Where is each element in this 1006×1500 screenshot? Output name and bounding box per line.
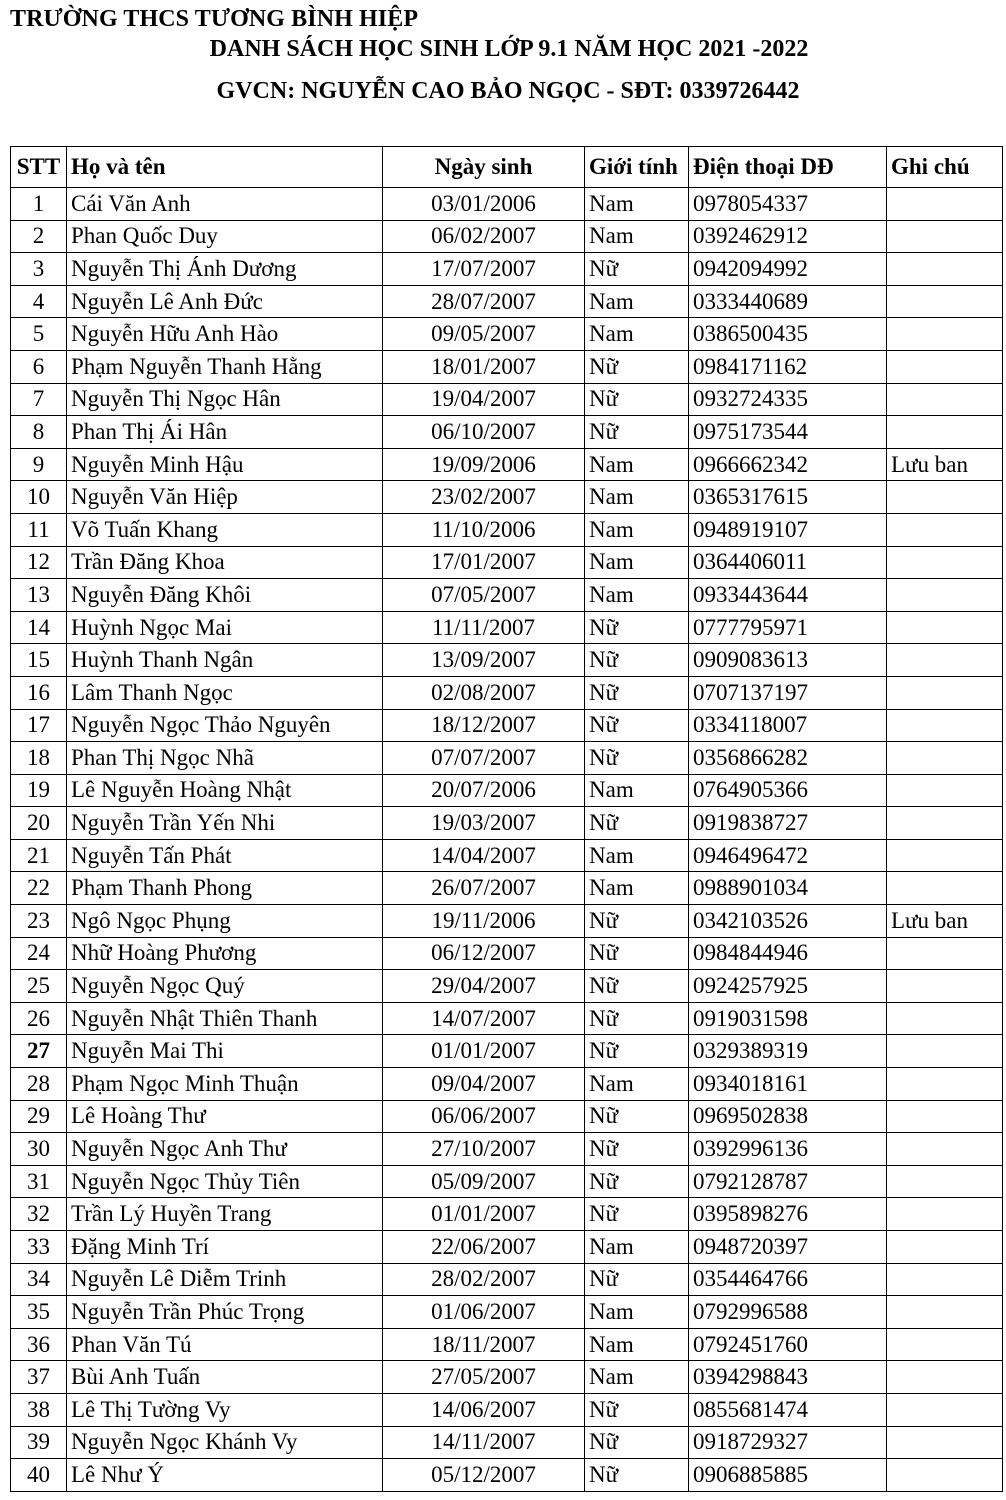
cell-phone: 0918729327: [689, 1426, 887, 1459]
cell-gender: Nữ: [585, 350, 689, 383]
cell-note: [887, 1002, 1003, 1035]
cell-dob: 06/10/2007: [383, 416, 585, 449]
cell-stt: 1: [11, 188, 67, 221]
table-row: [11, 1263, 1003, 1296]
cell-note: [887, 872, 1003, 905]
cell-dob: 06/06/2007: [383, 1100, 585, 1133]
cell-name: Nguyễn Hữu Anh Hào: [67, 318, 383, 351]
cell-phone: 0978054337: [689, 188, 887, 221]
cell-phone: 0392996136: [689, 1133, 887, 1166]
cell-dob: 19/04/2007: [383, 383, 585, 416]
cell-note: [887, 318, 1003, 351]
cell-name: Phan Văn Tú: [67, 1328, 383, 1361]
cell-note: [887, 807, 1003, 840]
cell-note: [887, 1100, 1003, 1133]
cell-gender: Nam: [585, 546, 689, 579]
table-row: [11, 1361, 1003, 1394]
cell-stt: 16: [11, 676, 67, 709]
cell-stt: 2: [11, 220, 67, 253]
cell-gender: Nữ: [585, 611, 689, 644]
cell-name: Nguyễn Trần Yến Nhi: [67, 807, 383, 840]
cell-note: [887, 1426, 1003, 1459]
cell-name: Cái Văn Anh: [67, 188, 383, 221]
cell-phone: 0354464766: [689, 1263, 887, 1296]
table-row: [11, 448, 1003, 481]
cell-name: Phan Thị Ái Hân: [67, 416, 383, 449]
table-row: [11, 1100, 1003, 1133]
table-row: [11, 1393, 1003, 1426]
cell-gender: Nữ: [585, 1133, 689, 1166]
cell-gender: Nữ: [585, 1198, 689, 1231]
cell-stt: 17: [11, 709, 67, 742]
cell-stt: 6: [11, 350, 67, 383]
table-row: [11, 709, 1003, 742]
cell-dob: 18/01/2007: [383, 350, 585, 383]
cell-stt: 26: [11, 1002, 67, 1035]
cell-note: [887, 416, 1003, 449]
cell-note: [887, 1328, 1003, 1361]
table-row: [11, 481, 1003, 514]
cell-stt: 29: [11, 1100, 67, 1133]
cell-phone: 0984171162: [689, 350, 887, 383]
cell-name: Lê Hoàng Thư: [67, 1100, 383, 1133]
cell-note: [887, 1393, 1003, 1426]
cell-name: Phạm Thanh Phong: [67, 872, 383, 905]
cell-dob: 05/09/2007: [383, 1165, 585, 1198]
cell-name: Nguyễn Trần Phúc Trọng: [67, 1296, 383, 1329]
cell-dob: 03/01/2006: [383, 188, 585, 221]
cell-dob: 02/08/2007: [383, 676, 585, 709]
cell-note: [887, 1459, 1003, 1492]
cell-stt: 14: [11, 611, 67, 644]
cell-gender: Nữ: [585, 1002, 689, 1035]
cell-dob: 29/04/2007: [383, 970, 585, 1003]
cell-phone: 0395898276: [689, 1198, 887, 1231]
cell-gender: Nữ: [585, 742, 689, 775]
cell-gender: Nữ: [585, 253, 689, 286]
cell-stt: 27: [11, 1035, 67, 1068]
cell-stt: 39: [11, 1426, 67, 1459]
cell-stt: 20: [11, 807, 67, 840]
cell-name: Phạm Nguyễn Thanh Hằng: [67, 350, 383, 383]
cell-name: Phạm Ngọc Minh Thuận: [67, 1068, 383, 1101]
cell-dob: 20/07/2006: [383, 774, 585, 807]
cell-gender: Nam: [585, 318, 689, 351]
cell-phone: 0934018161: [689, 1068, 887, 1101]
cell-name: Nguyễn Đăng Khôi: [67, 579, 383, 612]
cell-stt: 25: [11, 970, 67, 1003]
cell-dob: 28/07/2007: [383, 285, 585, 318]
document-title: DANH SÁCH HỌC SINH LỚP 9.1 NĂM HỌC 2021 -2022: [209, 36, 809, 62]
cell-stt: 36: [11, 1328, 67, 1361]
cell-phone: 0933443644: [689, 579, 887, 612]
cell-note: [887, 644, 1003, 677]
table-row: [11, 350, 1003, 383]
table-row: [11, 807, 1003, 840]
cell-dob: 14/04/2007: [383, 839, 585, 872]
cell-stt: 33: [11, 1231, 67, 1264]
cell-dob: 28/02/2007: [383, 1263, 585, 1296]
table-row: [11, 644, 1003, 677]
cell-stt: 34: [11, 1263, 67, 1296]
cell-stt: 22: [11, 872, 67, 905]
cell-dob: 14/06/2007: [383, 1393, 585, 1426]
cell-note: [887, 350, 1003, 383]
cell-dob: 01/01/2007: [383, 1198, 585, 1231]
cell-dob: 11/10/2006: [383, 513, 585, 546]
cell-stt: 38: [11, 1393, 67, 1426]
cell-gender: Nữ: [585, 1459, 689, 1492]
cell-phone: 0969502838: [689, 1100, 887, 1133]
cell-name: Phan Thị Ngọc Nhã: [67, 742, 383, 775]
cell-phone: 0333440689: [689, 285, 887, 318]
table-row: [11, 937, 1003, 970]
cell-gender: Nam: [585, 448, 689, 481]
cell-note: [887, 1198, 1003, 1231]
cell-stt: 31: [11, 1165, 67, 1198]
cell-phone: 0909083613: [689, 644, 887, 677]
cell-name: Nguyễn Lê Anh Đức: [67, 285, 383, 318]
cell-name: Nguyễn Ngọc Anh Thư: [67, 1133, 383, 1166]
cell-phone: 0855681474: [689, 1393, 887, 1426]
table-row: [11, 676, 1003, 709]
table-body: [11, 188, 1003, 1492]
cell-phone: 0988901034: [689, 872, 887, 905]
cell-note: [887, 579, 1003, 612]
table-row: [11, 1296, 1003, 1329]
cell-note: [887, 1133, 1003, 1166]
cell-note: [887, 676, 1003, 709]
cell-stt: 5: [11, 318, 67, 351]
table-row: [11, 579, 1003, 612]
cell-stt: 15: [11, 644, 67, 677]
cell-dob: 09/04/2007: [383, 1068, 585, 1101]
cell-name: Bùi Anh Tuấn: [67, 1361, 383, 1394]
cell-gender: Nam: [585, 1068, 689, 1101]
cell-dob: 18/11/2007: [383, 1328, 585, 1361]
cell-note: [887, 1296, 1003, 1329]
cell-gender: Nam: [585, 579, 689, 612]
cell-phone: 0966662342: [689, 448, 887, 481]
table-row: [11, 513, 1003, 546]
cell-dob: 06/02/2007: [383, 220, 585, 253]
cell-stt: 23: [11, 905, 67, 938]
cell-gender: Nam: [585, 481, 689, 514]
cell-stt: 24: [11, 937, 67, 970]
cell-phone: 0764905366: [689, 774, 887, 807]
cell-note: [887, 546, 1003, 579]
cell-name: Lê Như Ý: [67, 1459, 383, 1492]
cell-name: Ngô Ngọc Phụng: [67, 905, 383, 938]
cell-dob: 23/02/2007: [383, 481, 585, 514]
cell-dob: 27/05/2007: [383, 1361, 585, 1394]
cell-stt: 8: [11, 416, 67, 449]
cell-note: [887, 481, 1003, 514]
cell-name: Nguyễn Ngọc Khánh Vy: [67, 1426, 383, 1459]
cell-name: Nguyễn Lê Diễm Trinh: [67, 1263, 383, 1296]
cell-stt: 9: [11, 448, 67, 481]
cell-gender: Nữ: [585, 1263, 689, 1296]
cell-stt: 30: [11, 1133, 67, 1166]
cell-phone: 0792451760: [689, 1328, 887, 1361]
cell-dob: 14/07/2007: [383, 1002, 585, 1035]
cell-note: [887, 220, 1003, 253]
table-row: [11, 872, 1003, 905]
student-list-table: [10, 146, 1003, 1492]
cell-dob: 09/05/2007: [383, 318, 585, 351]
column-header-name: Họ và tên: [67, 147, 383, 188]
cell-stt: 3: [11, 253, 67, 286]
cell-dob: 13/09/2007: [383, 644, 585, 677]
cell-phone: 0394298843: [689, 1361, 887, 1394]
column-header-note: Ghi chú: [887, 147, 1003, 188]
cell-dob: 17/07/2007: [383, 253, 585, 286]
cell-note: [887, 1231, 1003, 1264]
column-header-phone: Điện thoại DĐ: [689, 147, 887, 188]
cell-dob: 19/03/2007: [383, 807, 585, 840]
cell-name: Nhữ Hoàng Phương: [67, 937, 383, 970]
table-row: [11, 970, 1003, 1003]
cell-dob: 19/09/2006: [383, 448, 585, 481]
cell-stt: 7: [11, 383, 67, 416]
cell-gender: Nam: [585, 285, 689, 318]
cell-dob: 19/11/2006: [383, 905, 585, 938]
table-row: [11, 546, 1003, 579]
cell-gender: Nữ: [585, 937, 689, 970]
cell-name: Nguyễn Văn Hiệp: [67, 481, 383, 514]
cell-dob: 05/12/2007: [383, 1459, 585, 1492]
cell-stt: 13: [11, 579, 67, 612]
table-row: [11, 1035, 1003, 1068]
cell-stt: 35: [11, 1296, 67, 1329]
cell-dob: 14/11/2007: [383, 1426, 585, 1459]
cell-gender: Nam: [585, 188, 689, 221]
cell-note: [887, 742, 1003, 775]
cell-name: Nguyễn Tấn Phát: [67, 839, 383, 872]
table-row: [11, 1231, 1003, 1264]
cell-phone: 0946496472: [689, 839, 887, 872]
cell-phone: 0356866282: [689, 742, 887, 775]
cell-gender: Nữ: [585, 383, 689, 416]
cell-gender: Nữ: [585, 807, 689, 840]
cell-gender: Nữ: [585, 905, 689, 938]
cell-stt: 18: [11, 742, 67, 775]
column-header-stt: STT: [11, 147, 67, 188]
cell-dob: 11/11/2007: [383, 611, 585, 644]
cell-phone: 0392462912: [689, 220, 887, 253]
cell-dob: 07/05/2007: [383, 579, 585, 612]
table-row: [11, 416, 1003, 449]
cell-note: [887, 513, 1003, 546]
cell-gender: Nữ: [585, 416, 689, 449]
cell-phone: 0942094992: [689, 253, 887, 286]
table-row: [11, 905, 1003, 938]
cell-stt: 21: [11, 839, 67, 872]
cell-phone: 0364406011: [689, 546, 887, 579]
cell-phone: 0777795971: [689, 611, 887, 644]
cell-phone: 0948919107: [689, 513, 887, 546]
table-row: [11, 1165, 1003, 1198]
homeroom-teacher-line: GVCN: NGUYỄN CAO BẢO NGỌC - SĐT: 0339726442: [216, 78, 800, 104]
table-row: [11, 1002, 1003, 1035]
cell-name: Huỳnh Ngọc Mai: [67, 611, 383, 644]
cell-note: [887, 1361, 1003, 1394]
cell-name: Nguyễn Mai Thi: [67, 1035, 383, 1068]
column-header-gender: Giới tính: [585, 147, 689, 188]
table-row: [11, 318, 1003, 351]
cell-name: Lâm Thanh Ngọc: [67, 676, 383, 709]
table-row: [11, 774, 1003, 807]
cell-dob: 27/10/2007: [383, 1133, 585, 1166]
cell-note: Lưu ban: [887, 448, 1003, 481]
cell-stt: 12: [11, 546, 67, 579]
cell-gender: Nam: [585, 1361, 689, 1394]
cell-stt: 32: [11, 1198, 67, 1231]
cell-stt: 28: [11, 1068, 67, 1101]
cell-name: Võ Tuấn Khang: [67, 513, 383, 546]
cell-note: [887, 1165, 1003, 1198]
cell-note: [887, 1035, 1003, 1068]
table-row: [11, 1198, 1003, 1231]
cell-note: [887, 839, 1003, 872]
cell-gender: Nam: [585, 872, 689, 905]
cell-phone: 0329389319: [689, 1035, 887, 1068]
cell-name: Trần Đăng Khoa: [67, 546, 383, 579]
cell-name: Lê Thị Tường Vy: [67, 1393, 383, 1426]
cell-phone: 0707137197: [689, 676, 887, 709]
table-header-row: [11, 147, 1003, 188]
table-row: [11, 1068, 1003, 1101]
cell-dob: 01/01/2007: [383, 1035, 585, 1068]
cell-name: Trần Lý Huyền Trang: [67, 1198, 383, 1231]
cell-note: [887, 383, 1003, 416]
cell-phone: 0792128787: [689, 1165, 887, 1198]
cell-name: Huỳnh Thanh Ngân: [67, 644, 383, 677]
cell-name: Nguyễn Ngọc Thảo Nguyên: [67, 709, 383, 742]
cell-gender: Nam: [585, 1328, 689, 1361]
cell-note: [887, 1068, 1003, 1101]
cell-name: Lê Nguyễn Hoàng Nhật: [67, 774, 383, 807]
cell-gender: Nam: [585, 839, 689, 872]
cell-gender: Nam: [585, 220, 689, 253]
table-row: [11, 383, 1003, 416]
table-row: [11, 1133, 1003, 1166]
cell-name: Nguyễn Nhật Thiên Thanh: [67, 1002, 383, 1035]
cell-phone: 0386500435: [689, 318, 887, 351]
table-row: [11, 1426, 1003, 1459]
cell-gender: Nữ: [585, 644, 689, 677]
cell-stt: 40: [11, 1459, 67, 1492]
table-row: [11, 839, 1003, 872]
cell-gender: Nữ: [585, 1393, 689, 1426]
cell-phone: 0365317615: [689, 481, 887, 514]
cell-name: Phan Quốc Duy: [67, 220, 383, 253]
cell-phone: 0792996588: [689, 1296, 887, 1329]
cell-gender: Nữ: [585, 709, 689, 742]
cell-note: [887, 611, 1003, 644]
cell-phone: 0975173544: [689, 416, 887, 449]
cell-gender: Nam: [585, 513, 689, 546]
cell-note: [887, 774, 1003, 807]
cell-name: Nguyễn Minh Hậu: [67, 448, 383, 481]
cell-name: Nguyễn Ngọc Quý: [67, 970, 383, 1003]
table-row: [11, 1459, 1003, 1492]
cell-note: [887, 253, 1003, 286]
table-row: [11, 188, 1003, 221]
cell-stt: 19: [11, 774, 67, 807]
cell-gender: Nữ: [585, 1035, 689, 1068]
cell-note: [887, 285, 1003, 318]
cell-stt: 11: [11, 513, 67, 546]
cell-phone: 0924257925: [689, 970, 887, 1003]
cell-gender: Nữ: [585, 970, 689, 1003]
cell-gender: Nam: [585, 1231, 689, 1264]
column-header-dob: Ngày sinh: [383, 147, 585, 188]
cell-name: Nguyễn Thị Ánh Dương: [67, 253, 383, 286]
cell-phone: 0948720397: [689, 1231, 887, 1264]
cell-note: [887, 1263, 1003, 1296]
cell-gender: Nam: [585, 774, 689, 807]
cell-gender: Nữ: [585, 1100, 689, 1133]
school-name: TRƯỜNG THCS TƯƠNG BÌNH HIỆP: [10, 6, 419, 32]
table-row: [11, 220, 1003, 253]
cell-gender: Nữ: [585, 1426, 689, 1459]
cell-dob: 26/07/2007: [383, 872, 585, 905]
cell-note: [887, 188, 1003, 221]
cell-phone: 0906885885: [689, 1459, 887, 1492]
cell-note: [887, 970, 1003, 1003]
cell-name: Đặng Minh Trí: [67, 1231, 383, 1264]
cell-note: [887, 937, 1003, 970]
cell-stt: 4: [11, 285, 67, 318]
cell-phone: 0342103526: [689, 905, 887, 938]
cell-gender: Nữ: [585, 1165, 689, 1198]
cell-stt: 37: [11, 1361, 67, 1394]
cell-dob: 01/06/2007: [383, 1296, 585, 1329]
table-row: [11, 285, 1003, 318]
cell-phone: 0919838727: [689, 807, 887, 840]
cell-name: Nguyễn Ngọc Thủy Tiên: [67, 1165, 383, 1198]
cell-name: Nguyễn Thị Ngọc Hân: [67, 383, 383, 416]
table-row: [11, 742, 1003, 775]
cell-dob: 18/12/2007: [383, 709, 585, 742]
cell-phone: 0919031598: [689, 1002, 887, 1035]
cell-phone: 0932724335: [689, 383, 887, 416]
cell-note: [887, 709, 1003, 742]
table-row: [11, 1328, 1003, 1361]
cell-dob: 07/07/2007: [383, 742, 585, 775]
table-row: [11, 611, 1003, 644]
cell-gender: Nam: [585, 1296, 689, 1329]
cell-note: Lưu ban: [887, 905, 1003, 938]
cell-phone: 0334118007: [689, 709, 887, 742]
cell-stt: 10: [11, 481, 67, 514]
cell-dob: 06/12/2007: [383, 937, 585, 970]
cell-dob: 22/06/2007: [383, 1231, 585, 1264]
table-row: [11, 253, 1003, 286]
cell-dob: 17/01/2007: [383, 546, 585, 579]
cell-phone: 0984844946: [689, 937, 887, 970]
cell-gender: Nữ: [585, 676, 689, 709]
